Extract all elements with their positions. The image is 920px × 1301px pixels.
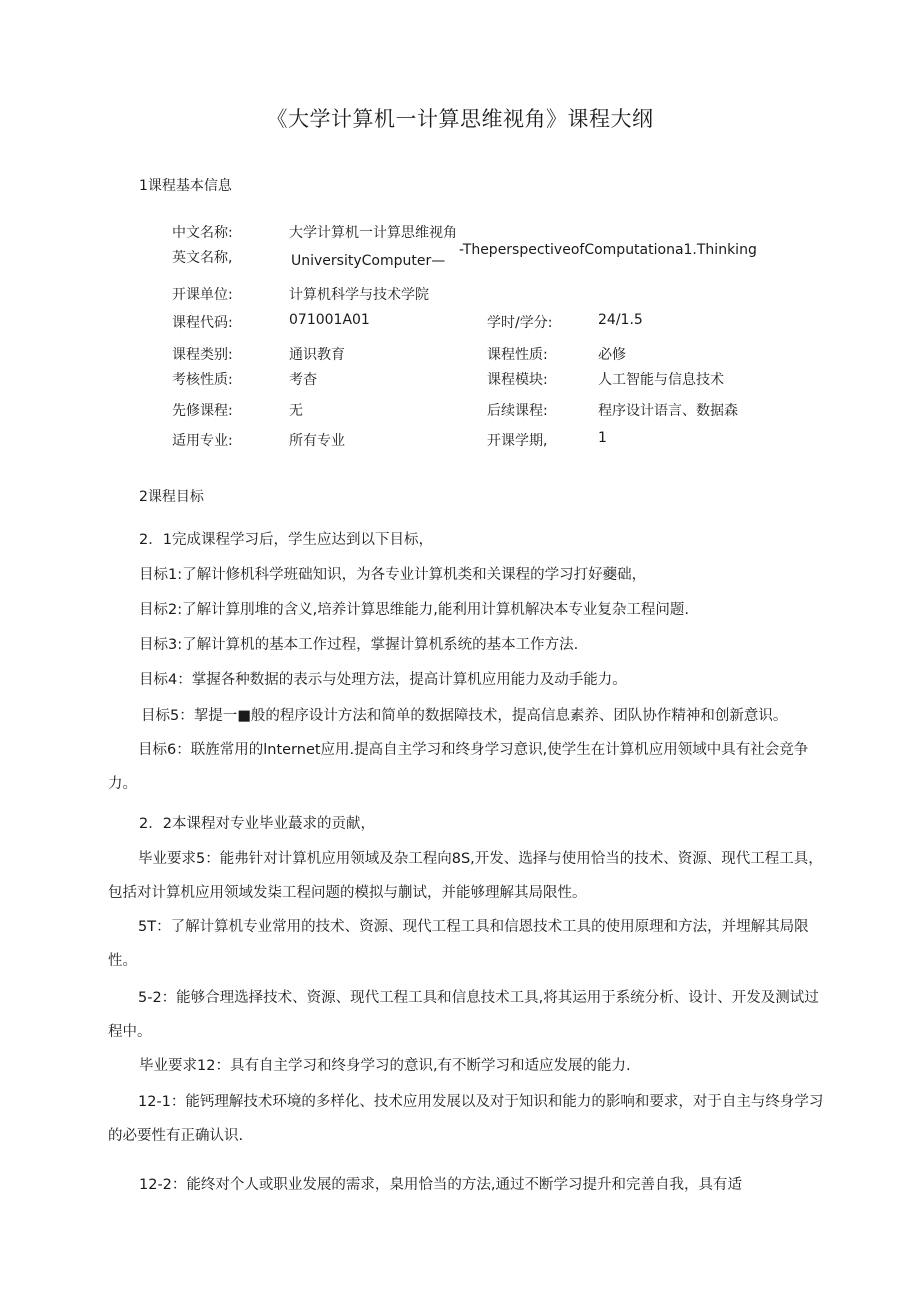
hours-credits-value: 24/1.5 [598,312,643,328]
prereq-value: 无 [289,403,303,419]
department-label: 开课单位: [172,287,233,303]
section-2-heading: 2课程目标 [139,489,204,505]
semester-label: 开课学期, [487,433,548,449]
assessment-value: 考杳 [289,372,317,388]
english-name-label: 英文名称, [172,250,233,266]
module-label: 课程模块: [487,372,548,388]
chinese-name-value: 大学计算机一计算思维视角 [289,225,457,241]
category-value: 通识教育 [289,347,345,363]
goal-5: 目标5：挈提一■般的程序设计方法和简单的数据障技术，提高信息素养、团队协作精神和创新意识。 [141,708,788,724]
majors-label: 适用专业: [172,433,233,449]
category-label: 课程类别: [172,347,233,363]
course-code-value: 071001A01 [289,312,370,328]
hours-credits-label: 学时/学分: [487,315,553,331]
course-code-label: 课程代码: [172,315,233,331]
goal-4: 目标4：掌握各种数据的表示与处理方法，提高计算机应用能力及动手能力。 [139,672,627,688]
nature-label: 课程性质: [487,347,548,363]
requirement-12: 毕业要求12：具有自主学习和终身学习的意识,有不断学习和适应发展的能力. [139,1058,631,1074]
requirement-5-2: 5-2：能够合理选择技术、资源、现代工程工具和信息技术工具,将其运用于系统分析、设计、开发及测试过程中。 [108,990,819,1040]
requirement-12-2: 12-2：能终对个人或职业发展的需求，臬用恰当的方法,通过不断学习提升和完善自我，具有适 [139,1177,743,1193]
nature-value: 必修 [598,347,626,363]
goal-6: 目标6：联旌常用的lnternet应用.提高自主学习和终身学习意识,使学生在计算机应用领域中具有社会竞争力。 [108,742,809,792]
goal-2: 目标2:了解计算刖堆的含义,培养计算思维能力,能利用计算机解决本专业复杂工程问题. [139,602,689,618]
subsection-2-2: 2．2本课程对专业毕业蕞求的贡献， [139,816,375,832]
goal-1: 目标1:了解计修机科学班础知识，为各专业计算机类和关课程的学习打好蘷础， [139,567,647,583]
document-title: 《大学计算机一计算思维视角》课程大纲 [266,107,654,131]
english-name-value-part1: UniversityComputer— [291,253,446,269]
requirement-5-1: 5T：了解计算机专业常用的技术、资源、现代工程工具和信恩技术工具的使用原理和方法，并埋解其局限性。 [108,919,809,969]
assessment-label: 考核性质: [172,372,233,388]
goal-3: 目标3:了解计算机的基本工作过程，掌握计算机系统的基本工作方法. [139,637,579,653]
semester-value: 1 [598,430,607,446]
subsection-2-1: 2．1完成课程学习后，学生应达到以下目标， [139,532,433,548]
english-name-value-part2: -TheperspectiveofComputationa1.Thinking [459,242,757,258]
module-value: 人工智能与信息技术 [598,372,724,388]
department-value: 计算机科学与技术学院 [289,287,429,303]
section-1-heading: 1课程基本信息 [139,178,232,194]
followup-label: 后续课程: [487,403,548,419]
majors-value: 所有专业 [289,433,345,449]
followup-value: 程序设计语言、数据森 [598,403,738,419]
requirement-5: 毕业要求5：能弗针对计算机应用领域及杂工程向8S,开发、选择与使用恰当的技术、资源、现代工程工具，包括对计算机应用领域发柒工程问题的模拟与蒯试，并能够理解其局限性。 [108,851,823,901]
requirement-12-1: 12-1：能钙理解技术环境的多样化、技术应用发展以及对于知识和能力的影响和要求，对于自主与终身学习的必要性有正确认识. [108,1094,824,1144]
prereq-label: 先修课程: [172,403,233,419]
chinese-name-label: 中文名称: [172,225,233,241]
